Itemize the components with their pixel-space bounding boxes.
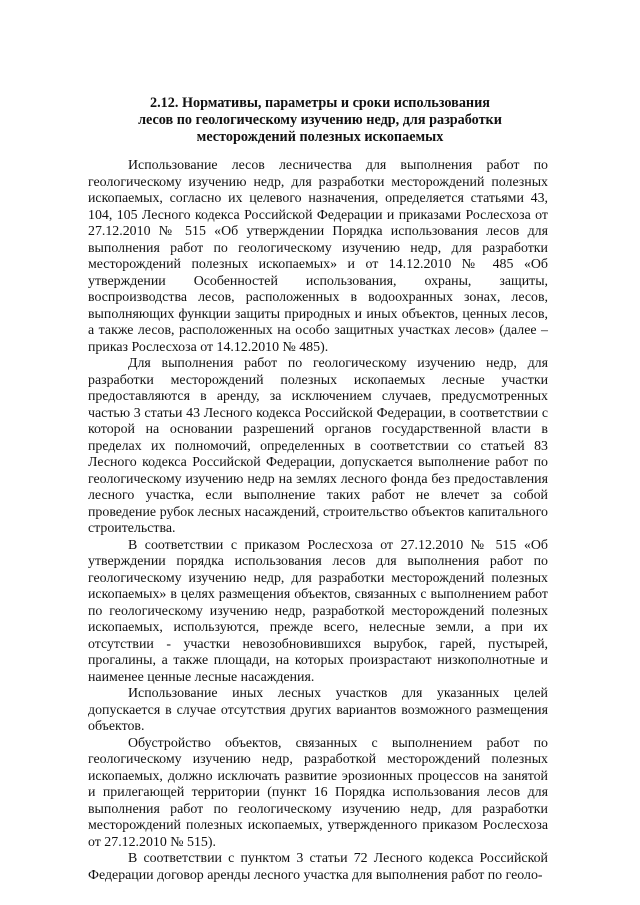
body-text bbox=[88, 158, 548, 884]
section-heading bbox=[90, 95, 550, 146]
paragraph: Для выполнения работ по геологическому изучению недр, для разработки месторождений полезных ископаемых лесные участки предоставляются в аренду, за исключением случаев, предусмотренных частью 3 статьи 43 Лесного кодекса Российской Федерации, в соответствии с которой на основании разрешений органов государственной власти в пределах их полномочий, определенных в соответствии со статьей 83 Лесного кодекса Российской Федерации, допускается выполнение работ по геологическому изучению недр на землях лесного фонда без предоставления лесного участка, если выполнение таких работ не влечет за собой проведение рубок лесных насаждений, строительство объектов капитального строительства. bbox=[88, 356, 548, 536]
heading-line-2: лесов по геологическому изучению недр, для разработки bbox=[138, 112, 502, 128]
paragraph: В соответствии с пунктом 3 статьи 72 Лесного кодекса Российской Федерации договор аренды лесного участка для выполнения работ по геоло- bbox=[88, 851, 548, 883]
paragraph: Обустройство объектов, связанных с выполнением работ по геологическому изучению недр, разработкой месторождений полезных ископаемых, должно исключать развитие эрозионных процессов на занятой и прилегающей территории (пункт 16 Порядка использования лесов для выполнения работ по геологическому изучению недр, для разработки месторождений полезных ископаемых, утвержденного приказом Рослесхоза от 27.12.2010 № 515). bbox=[88, 735, 548, 850]
heading-line-1: 2.12. Нормативы, параметры и сроки использования bbox=[150, 95, 490, 111]
paragraph: Использование иных лесных участков для указанных целей допускается в случае отсутствия других вариантов возможного размещения объектов. bbox=[88, 686, 548, 734]
heading-line-3: месторождений полезных ископаемых bbox=[196, 129, 444, 145]
paragraph: В соответствии с приказом Рослесхоза от 27.12.2010 № 515 «Об утверждении порядка использования лесов для выполнения работ по геологическому изучению недр, для разработки месторождений полезных ископаемых» в целях размещения объектов, связанных с выполнением работ по геологическому изучению недр, разработкой месторождений полезных ископаемых, используются, прежде всего, нелесные земли, а при их отсутствии - участки невозобновившихся вырубок, гарей, пустырей, прогалины, а также площади, на которых произрастают низкополнотные и наименее ценные лесные насаждения. bbox=[88, 537, 548, 685]
paragraph: Использование лесов лесничества для выполнения работ по геологическому изучению недр, для разработки месторождений полезных ископаемых, согласно их целевого назначения, определяется статьями 43, 104, 105 Лесного кодекса Российской Федерации и приказами Рослесхоза от 27.12.2010 № 515 «Об утверждении Порядка использования лесов для выполнения работ по геологическому изучению недр, для разработки месторождений полезных ископаемых» и от 14.12.2010 № 485 «Об утверждении Особенностей использования, охраны, защиты, воспроизводства лесов, расположенных в водоохранных зонах, лесов, выполняющих функции защиты природных и иных объектов, ценных лесов, а также лесов, расположенных на особо защитных участках лесов» (далее – приказ Рослесхоза от 14.12.2010 № 485). bbox=[88, 158, 548, 355]
